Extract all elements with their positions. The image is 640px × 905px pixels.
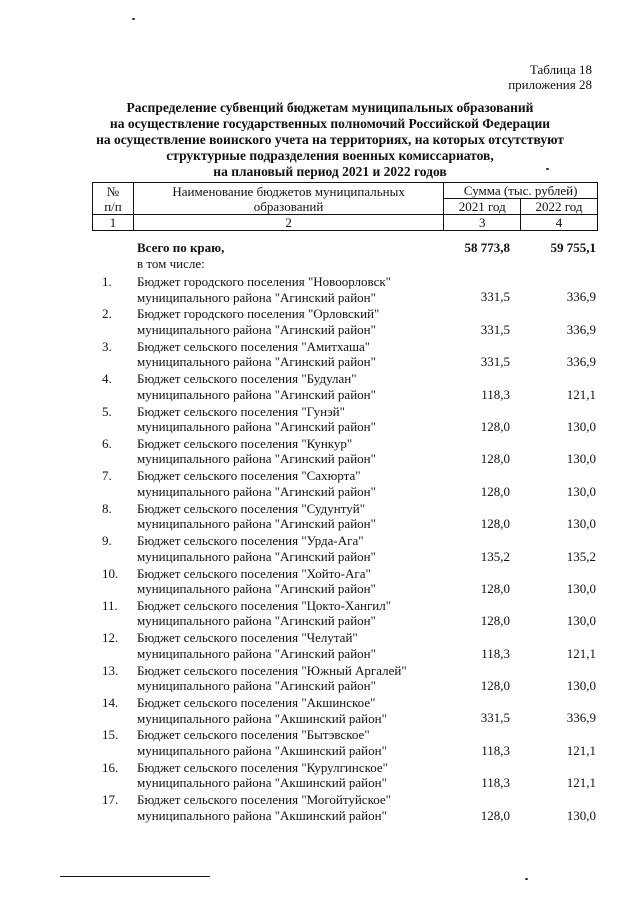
header-year-2022: 2022 год (521, 199, 598, 215)
scan-speck (546, 168, 549, 170)
row-value-2022: 336,9 (566, 321, 596, 337)
row-number: 14. (102, 695, 119, 711)
table-row (92, 339, 598, 371)
column-index: 2 (133, 215, 443, 231)
row-number: 7. (102, 468, 112, 484)
column-index: 1 (93, 215, 134, 231)
row-name (137, 663, 437, 694)
table-row (92, 695, 598, 727)
row-value-2021: 331,5 (480, 354, 510, 370)
row-name (137, 727, 437, 758)
row-number: 9. (102, 533, 112, 549)
row-number: 4. (102, 371, 112, 387)
row-name-line: Бюджет сельского поселения "Будулан" (137, 371, 357, 387)
row-value-2022: 130,0 (566, 516, 596, 532)
row-value-2022: 135,2 (566, 548, 596, 564)
document-title (60, 100, 600, 180)
row-number: 3. (102, 338, 112, 354)
total-label: Всего по краю, (137, 240, 225, 255)
row-name (137, 468, 437, 499)
row-number: 10. (102, 565, 119, 581)
row-name-line: Бюджет сельского поселения "Урда-Ага" (137, 533, 364, 549)
title-line: Распределение субвенций бюджетам муниципальных образований (126, 100, 534, 115)
row-name-line: муниципального района "Акшинский район" (137, 775, 387, 791)
row-value-2021: 331,5 (480, 710, 510, 726)
row-value-2022: 121,1 (566, 645, 596, 661)
row-name-line: муниципального района "Агинский район" (137, 581, 376, 597)
row-value-2021: 118,3 (481, 645, 510, 661)
table-reference (508, 62, 592, 92)
table-row (92, 371, 598, 403)
row-name-line: муниципального района "Агинский район" (137, 386, 376, 402)
row-value-2021: 135,2 (480, 548, 510, 564)
row-name (137, 566, 437, 597)
row-number: 15. (102, 727, 119, 743)
total-row (92, 240, 598, 274)
row-name (137, 760, 437, 791)
row-name-line: муниципального района "Акшинский район" (137, 742, 387, 758)
row-name-line: муниципального района "Агинский район" (137, 321, 376, 337)
table-number: Таблица 18 (529, 62, 592, 77)
row-value-2022: 130,0 (566, 678, 596, 694)
table-row (92, 760, 598, 792)
header-year-2021: 2021 год (444, 199, 521, 215)
table-row (92, 274, 598, 306)
row-name-line: муниципального района "Агинский район" (137, 451, 376, 467)
row-value-2022: 130,0 (566, 807, 596, 823)
title-line: на осуществление воинского учета на территориях, на которых отсутствуют (96, 132, 564, 147)
row-number: 11. (102, 597, 118, 613)
row-value-2021: 128,0 (480, 580, 510, 596)
row-value-2022: 130,0 (566, 451, 596, 467)
row-name-line: Бюджет сельского поселения "Акшинское" (137, 695, 376, 711)
row-value-2022: 336,9 (566, 710, 596, 726)
row-number: 6. (102, 435, 112, 451)
row-value-2022: 121,1 (566, 742, 596, 758)
row-list (92, 274, 598, 825)
row-name (137, 695, 437, 726)
row-value-2022: 121,1 (566, 386, 596, 402)
row-name-line: Бюджет сельского поселения "Могойтуйское" (137, 792, 391, 808)
row-value-2021: 128,0 (480, 451, 510, 467)
row-name-line: муниципального района "Агинский район" (137, 354, 376, 370)
row-value-2021: 128,0 (480, 418, 510, 434)
row-name-line: муниципального района "Агинский район" (137, 548, 376, 564)
row-name-line: Бюджет сельского поселения "Кункур" (137, 435, 353, 451)
row-name (137, 274, 437, 305)
table-row (92, 501, 598, 533)
table-body (92, 240, 598, 825)
scan-speck (525, 878, 528, 880)
row-value-2021: 118,3 (481, 742, 510, 758)
table-row (92, 436, 598, 468)
title-line: на осуществление государственных полномочий Российской Федерации (109, 116, 551, 131)
row-name-line: Бюджет сельского поселения "Челутай" (137, 630, 358, 646)
row-name-line: Бюджет сельского поселения "Южный Аргалей" (137, 662, 407, 678)
row-name-line: муниципального района "Агинский район" (137, 289, 376, 305)
row-name-line: муниципального района "Агинский район" (137, 516, 376, 532)
row-name-line: Бюджет городского поселения "Орловский" (137, 306, 380, 322)
table-header (92, 182, 598, 231)
row-name-line: муниципального района "Агинский район" (137, 645, 376, 661)
table-row (92, 792, 598, 824)
row-number: 12. (102, 630, 119, 646)
row-name-line: Бюджет сельского поселения "Гунэй" (137, 403, 345, 419)
row-name-line: Бюджет сельского поселения "Бытэвское" (137, 727, 370, 743)
row-value-2021: 331,5 (480, 289, 510, 305)
row-name-line: муниципального района "Агинский район" (137, 419, 376, 435)
row-number: 13. (102, 662, 119, 678)
row-value-2022: 336,9 (566, 289, 596, 305)
table-row (92, 404, 598, 436)
column-index: 4 (521, 215, 598, 231)
total-sublabel: в том числе: (137, 256, 205, 271)
row-name-line: муниципального района "Акшинский район" (137, 710, 387, 726)
row-name-line: Бюджет сельского поселения "Сахюрта" (137, 468, 361, 484)
table-row (92, 630, 598, 662)
total-value-2022: 59 755,1 (550, 240, 596, 255)
row-value-2022: 130,0 (566, 613, 596, 629)
row-name (137, 339, 437, 370)
row-name (137, 436, 437, 467)
row-name-line: Бюджет сельского поселения "Амитхаша" (137, 338, 371, 354)
title-line: на плановый период 2021 и 2022 годов (213, 164, 447, 179)
row-value-2022: 336,9 (566, 354, 596, 370)
row-value-2022: 121,1 (566, 775, 596, 791)
row-name-line: муниципального района "Акшинский район" (137, 807, 387, 823)
row-name (137, 501, 437, 532)
row-name (137, 306, 437, 337)
row-name-line: муниципального района "Агинский район" (137, 613, 376, 629)
row-name (137, 533, 437, 564)
row-value-2021: 128,0 (480, 483, 510, 499)
footer-rule (60, 876, 210, 877)
row-number: 5. (102, 403, 112, 419)
table-row (92, 727, 598, 759)
row-number: 16. (102, 759, 119, 775)
title-line: структурные подразделения военных комиссариатов, (166, 148, 494, 163)
row-name-line: Бюджет сельского поселения "Курулгинское" (137, 759, 388, 775)
column-index: 3 (444, 215, 521, 231)
row-number: 8. (102, 500, 112, 516)
row-name (137, 792, 437, 823)
row-number: 2. (102, 306, 112, 322)
row-value-2022: 130,0 (566, 483, 596, 499)
table-row (92, 468, 598, 500)
row-value-2021: 118,3 (481, 386, 510, 402)
row-name (137, 404, 437, 435)
row-name-line: муниципального района "Агинский район" (137, 483, 376, 499)
row-value-2021: 128,0 (480, 678, 510, 694)
row-name-line: Бюджет сельского поселения "Судунтуй" (137, 500, 366, 516)
row-value-2022: 130,0 (566, 418, 596, 434)
row-value-2022: 130,0 (566, 580, 596, 596)
scan-speck (132, 18, 135, 20)
table-row (92, 566, 598, 598)
row-name-line: Бюджет сельского поселения "Хойто-Ага" (137, 565, 371, 581)
row-number: 1. (102, 274, 112, 289)
row-name-line: Бюджет сельского поселения "Цокто-Хангил" (137, 597, 392, 613)
row-name-line: муниципального района "Агинский район" (137, 678, 376, 694)
row-value-2021: 128,0 (480, 613, 510, 629)
row-value-2021: 118,3 (481, 775, 510, 791)
header-sum-cell: Сумма (тыс. рублей) (444, 183, 598, 199)
row-name (137, 598, 437, 629)
row-name (137, 630, 437, 661)
row-value-2021: 331,5 (480, 321, 510, 337)
row-value-2021: 128,0 (480, 807, 510, 823)
header-number-cell: № п/п (93, 183, 134, 215)
row-name (137, 371, 437, 402)
row-value-2021: 128,0 (480, 516, 510, 532)
table-row (92, 306, 598, 338)
total-value-2021: 58 773,8 (464, 240, 510, 255)
header-name-cell: Наименование бюджетов муниципальных образований (133, 183, 443, 215)
appendix-number: приложения 28 (508, 77, 592, 92)
row-name-line: Бюджет городского поселения "Новоорловск" (137, 274, 391, 289)
table-row (92, 533, 598, 565)
table-row (92, 598, 598, 630)
row-number: 17. (102, 792, 119, 808)
table-row (92, 663, 598, 695)
